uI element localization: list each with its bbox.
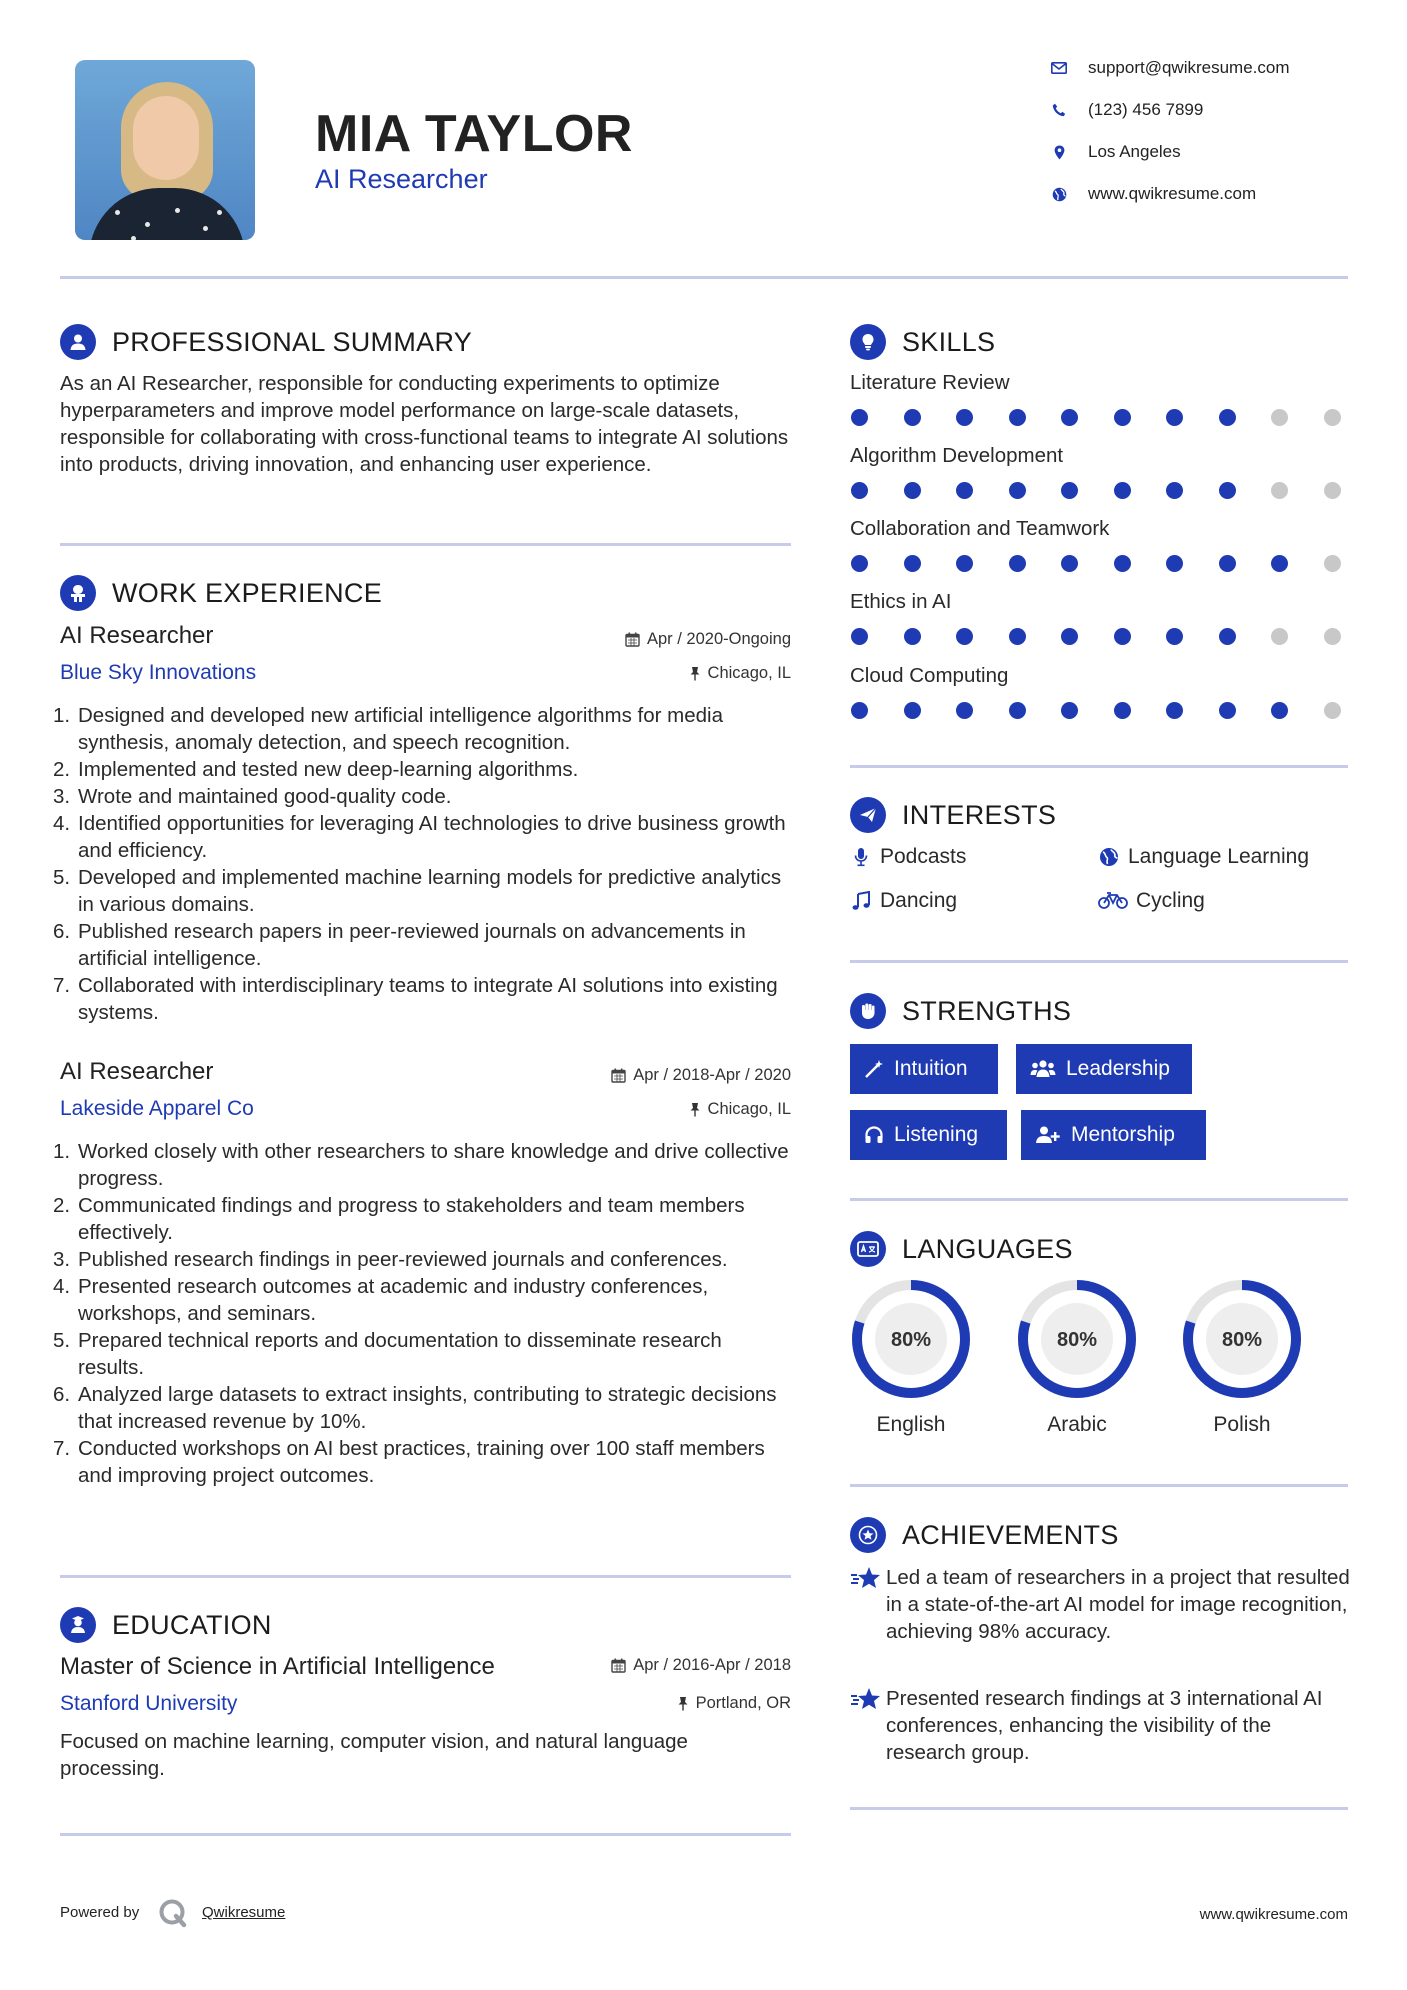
footer-url[interactable]: www.qwikresume.com	[1199, 1906, 1348, 1923]
microphone-icon	[850, 847, 872, 867]
education-description: Focused on machine learning, computer vision, and natural language processing.	[60, 1730, 688, 1780]
globe-icon	[1048, 185, 1070, 203]
rating-dot-filled	[1114, 628, 1131, 645]
skill-rating	[851, 628, 1341, 645]
contact-website[interactable]	[1048, 184, 1378, 204]
summary-divider	[60, 543, 791, 546]
contact-phone[interactable]	[1048, 100, 1378, 120]
language-name: Arabic	[1047, 1413, 1107, 1436]
list-item: 4. Identified opportunities for leveraging AI technologies to drive business growth and efficiency.	[53, 812, 786, 862]
interests-divider	[850, 960, 1348, 963]
fist-icon	[850, 993, 886, 1029]
language-name: Polish	[1213, 1413, 1271, 1436]
skill-rating	[851, 482, 1341, 499]
user-plus-icon	[1035, 1125, 1061, 1145]
rating-dot-filled	[1061, 409, 1078, 426]
rating-dot-filled	[851, 702, 868, 719]
globe-icon	[1098, 847, 1120, 867]
language-percent: 80%	[1056, 1329, 1098, 1351]
rating-dot-filled	[1114, 702, 1131, 719]
list-item: 2. Communicated findings and progress to stakeholders and team members effectively.	[53, 1194, 745, 1244]
rating-dot-empty	[1271, 482, 1288, 499]
achievements-heading: ACHIEVEMENTS	[850, 1517, 1119, 1553]
achievement-item: Presented research findings at 3 international AI conferences, enhancing the visibility of the research group.	[850, 1685, 1350, 1766]
rating-dot-filled	[904, 628, 921, 645]
bicycle-icon	[1098, 892, 1128, 910]
list-item: 4. Presented research outcomes at academic and industry conferences, workshops, and seminars.	[53, 1275, 709, 1325]
lightbulb-icon	[850, 324, 886, 360]
language-progress-ring	[1015, 1277, 1139, 1401]
contact-email[interactable]	[1048, 58, 1378, 78]
rating-dot-empty	[1271, 628, 1288, 645]
qwikresume-link[interactable]: Qwikresume	[202, 1904, 286, 1921]
skill-rating	[851, 555, 1341, 572]
job-2-role: AI Researcher	[60, 1058, 214, 1085]
strength-chip: Intuition	[850, 1044, 998, 1094]
list-item: 6. Analyzed large datasets to extract insights, contributing to strategic decisions that increased revenue by 10%.	[53, 1383, 777, 1433]
achievement-item: Led a team of researchers in a project that resulted in a state-of-the-art AI model for image recognition, achieving 98% accuracy.	[850, 1564, 1350, 1645]
education-dates: Apr / 2016-Apr / 2018	[491, 1656, 791, 1675]
rating-dot-filled	[1061, 702, 1078, 719]
achievements-divider	[850, 1807, 1348, 1810]
rating-dot-filled	[956, 555, 973, 572]
candidate-title: AI Researcher	[315, 164, 488, 194]
list-item: 7. Collaborated with interdisciplinary teams to integrate AI solutions into existing systems.	[53, 974, 778, 1024]
strength-chip: Listening	[850, 1110, 1007, 1160]
contact-website-text: www.qwikresume.com	[1088, 184, 1257, 203]
list-item: 5. Developed and implemented machine learning models for predictive analytics in various domains.	[53, 866, 782, 916]
rating-dot-filled	[1114, 409, 1131, 426]
languages-divider	[850, 1484, 1348, 1487]
skill-rating	[851, 409, 1341, 426]
candidate-name: MIA TAYLOR	[315, 105, 633, 163]
rating-dot-filled	[1009, 409, 1026, 426]
rating-dot-filled	[851, 482, 868, 499]
job-1-role: AI Researcher	[60, 622, 214, 649]
rating-dot-filled	[1219, 409, 1236, 426]
qwikresume-logo-icon	[158, 1898, 188, 1928]
rating-dot-empty	[1324, 482, 1341, 499]
music-note-icon	[850, 891, 872, 911]
education-school: Stanford University	[60, 1692, 238, 1715]
strength-chip: Leadership	[1016, 1044, 1192, 1094]
experience-heading: WORK EXPERIENCE	[60, 575, 382, 611]
rating-dot-filled	[956, 702, 973, 719]
summary-text: As an AI Researcher, responsible for conducting experiments to optimize hyperparameters and improve model performance on large-scale datasets, responsible for collaborating with cross-functional teams to integrate AI solutions into products, driving innovation, and enhancing user experience.	[60, 372, 789, 476]
skills-heading: SKILLS	[850, 324, 995, 360]
list-item: 5. Prepared technical reports and documentation to disseminate research results.	[53, 1329, 722, 1379]
rating-dot-empty	[1324, 409, 1341, 426]
skill-name: Algorithm Development	[850, 444, 1064, 467]
strengths-divider	[850, 1198, 1348, 1201]
list-item: 1. Designed and developed new artificial intelligence algorithms for media synthesis, anomaly detection, and speech recognition.	[53, 704, 723, 754]
pushpin-icon	[677, 1696, 689, 1711]
rating-dot-filled	[1166, 555, 1183, 572]
strengths-heading: STRENGTHS	[850, 993, 1071, 1029]
contact-email-text: support@qwikresume.com	[1088, 58, 1290, 77]
rating-dot-filled	[1061, 555, 1078, 572]
rating-dot-filled	[1009, 482, 1026, 499]
job-1-company: Blue Sky Innovations	[60, 661, 257, 684]
contact-phone-text: (123) 456 7899	[1088, 100, 1204, 119]
paper-plane-icon	[850, 797, 886, 833]
list-item: 3. Published research findings in peer-reviewed journals and conferences.	[53, 1248, 728, 1271]
rating-dot-filled	[1166, 409, 1183, 426]
headphones-icon	[864, 1125, 884, 1145]
rating-dot-filled	[956, 628, 973, 645]
job-2-dates: Apr / 2018-Apr / 2020	[491, 1066, 791, 1085]
rating-dot-filled	[956, 482, 973, 499]
phone-icon	[1048, 101, 1070, 119]
summary-heading: PROFESSIONAL SUMMARY	[60, 324, 472, 360]
calendar-icon	[611, 1658, 626, 1673]
list-item: 7. Conducted workshops on AI best practices, training over 100 staff members and improving project outcomes.	[53, 1437, 765, 1487]
rating-dot-filled	[1114, 482, 1131, 499]
job-1-location: Chicago, IL	[491, 664, 791, 683]
contact-location	[1048, 142, 1378, 162]
rating-dot-empty	[1324, 702, 1341, 719]
rating-dot-filled	[1219, 482, 1236, 499]
magic-wand-icon	[864, 1059, 884, 1079]
location-pin-icon	[1048, 143, 1070, 161]
users-icon	[1030, 1059, 1056, 1079]
rating-dot-empty	[1324, 555, 1341, 572]
header-divider	[60, 276, 1348, 279]
interest-item: Language Learning	[1098, 845, 1309, 869]
envelope-icon	[1048, 59, 1070, 77]
list-item: 1. Worked closely with other researchers to share knowledge and drive collective progress.	[53, 1140, 789, 1190]
rating-dot-filled	[1219, 702, 1236, 719]
strength-chip: Mentorship	[1021, 1110, 1206, 1160]
job-1-dates: Apr / 2020-Ongoing	[491, 630, 791, 649]
rating-dot-filled	[1114, 555, 1131, 572]
user-icon	[60, 324, 96, 360]
calendar-icon	[611, 1068, 626, 1083]
language-progress-ring	[849, 1277, 973, 1401]
star-icon	[850, 1685, 886, 1766]
list-item: 6. Published research papers in peer-reviewed journals on advancements in artificial intelligence.	[53, 920, 746, 970]
interest-item: Dancing	[850, 889, 957, 913]
powered-by-label: Powered by	[60, 1904, 140, 1921]
rating-dot-filled	[1009, 555, 1026, 572]
rating-dot-filled	[1219, 628, 1236, 645]
education-degree: Master of Science in Artificial Intelligence	[60, 1653, 495, 1680]
language-progress-ring	[1180, 1277, 1304, 1401]
skill-name: Cloud Computing	[850, 664, 1009, 687]
briefcase-icon	[60, 575, 96, 611]
job-2-bullets	[53, 1138, 790, 1489]
profile-photo	[75, 60, 255, 240]
calendar-icon	[625, 632, 640, 647]
education-heading: EDUCATION	[60, 1607, 272, 1643]
pushpin-icon	[689, 666, 701, 681]
rating-dot-filled	[1271, 555, 1288, 572]
contact-location-text: Los Angeles	[1088, 142, 1181, 161]
rating-dot-empty	[1324, 628, 1341, 645]
pushpin-icon	[689, 1102, 701, 1117]
rating-dot-filled	[1166, 628, 1183, 645]
rating-dot-filled	[1166, 702, 1183, 719]
rating-dot-empty	[1271, 409, 1288, 426]
job-1-bullets	[53, 702, 790, 1026]
rating-dot-filled	[1009, 702, 1026, 719]
rating-dot-filled	[1061, 628, 1078, 645]
rating-dot-filled	[1061, 482, 1078, 499]
education-location: Portland, OR	[491, 1694, 791, 1713]
job-2-location: Chicago, IL	[491, 1100, 791, 1119]
rating-dot-filled	[851, 628, 868, 645]
skill-rating	[851, 702, 1341, 719]
skill-name: Ethics in AI	[850, 590, 952, 613]
interest-item: Cycling	[1098, 889, 1205, 913]
graduate-icon	[60, 1607, 96, 1643]
rating-dot-filled	[851, 409, 868, 426]
rating-dot-filled	[904, 482, 921, 499]
list-item: 3. Wrote and maintained good-quality code.	[53, 785, 452, 808]
rating-dot-filled	[1219, 555, 1236, 572]
language-name: English	[876, 1413, 946, 1436]
list-item: 2. Implemented and tested new deep-learning algorithms.	[53, 758, 579, 781]
skill-name: Collaboration and Teamwork	[850, 517, 1110, 540]
rating-dot-filled	[904, 409, 921, 426]
job-2-company: Lakeside Apparel Co	[60, 1097, 254, 1120]
rating-dot-filled	[1271, 702, 1288, 719]
star-badge-icon	[850, 1517, 886, 1553]
education-divider	[60, 1833, 791, 1836]
language-icon	[850, 1231, 886, 1267]
experience-divider	[60, 1575, 791, 1578]
interests-heading: INTERESTS	[850, 797, 1056, 833]
star-icon	[850, 1564, 886, 1645]
interest-item: Podcasts	[850, 845, 966, 869]
rating-dot-filled	[851, 555, 868, 572]
language-percent: 80%	[890, 1329, 932, 1351]
rating-dot-filled	[904, 702, 921, 719]
rating-dot-filled	[1009, 628, 1026, 645]
languages-heading: LANGUAGES	[850, 1231, 1073, 1267]
rating-dot-filled	[956, 409, 973, 426]
skill-name: Literature Review	[850, 371, 1010, 394]
skills-divider	[850, 765, 1348, 768]
rating-dot-filled	[904, 555, 921, 572]
language-percent: 80%	[1221, 1329, 1263, 1351]
rating-dot-filled	[1166, 482, 1183, 499]
